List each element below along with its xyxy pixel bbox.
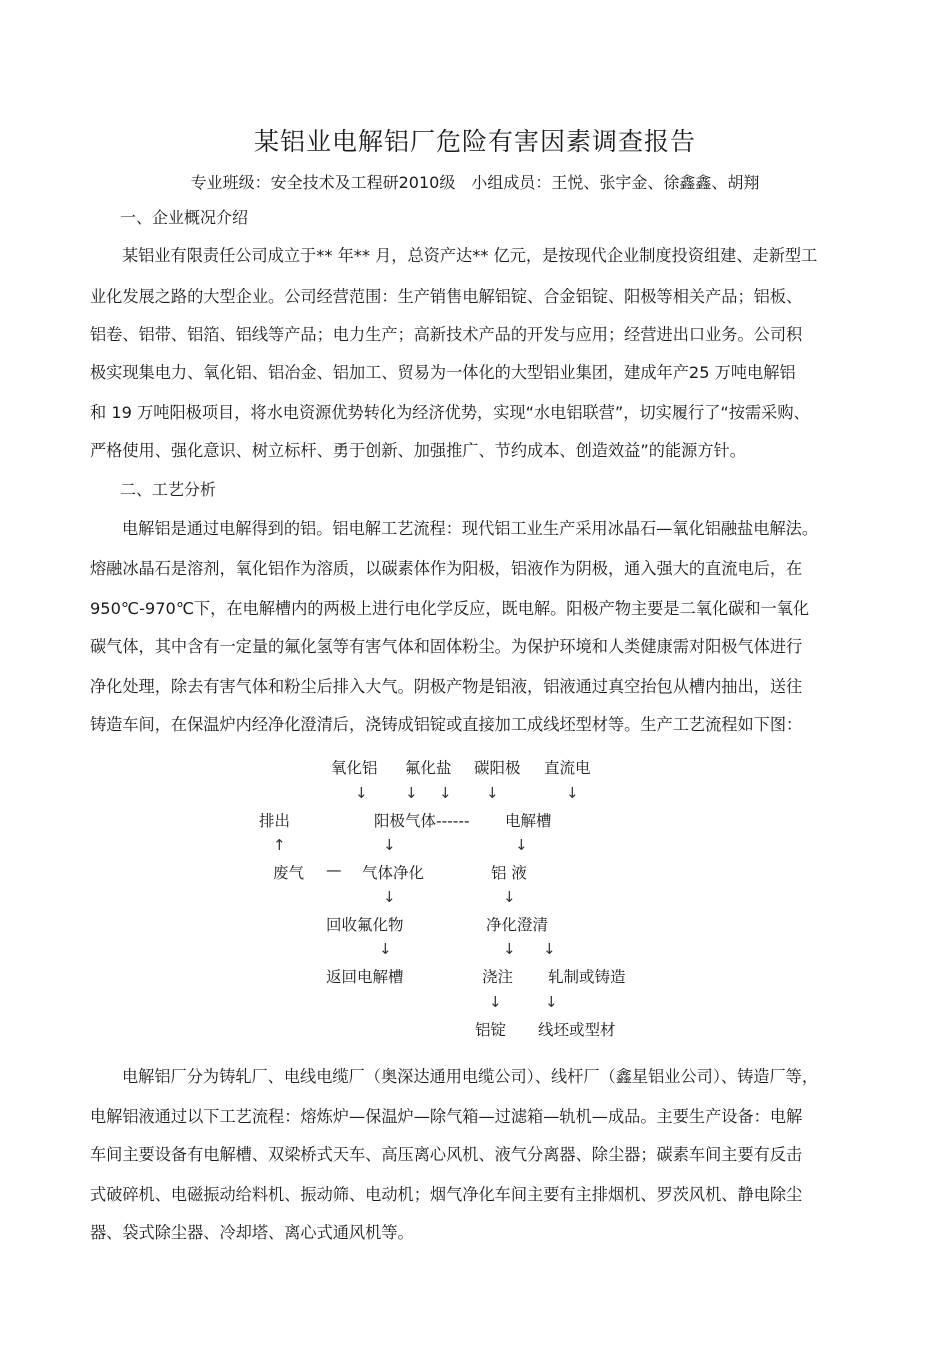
flow-node-liquid-aluminum: 铝 液 — [491, 864, 527, 882]
class-members-line: 专业班级：安全技术及工程研2010级 小组成员：王悦、张宇金、徐鑫鑫、胡翔 — [190, 173, 760, 192]
paragraph-line: 严格使用、强化意识、树立标杆、勇于创新、加强推广、节约成本、创造效益”的能源方针。 — [90, 441, 746, 460]
arrow-down-icon: ↓ — [383, 888, 396, 906]
paragraph-line: 电解铝厂分为铸轧厂、电线电缆厂（奥深达通用电缆公司）、线杆厂（鑫星铝业公司）、铸造厂等， — [122, 1067, 819, 1086]
flow-node-return-cell: 返回电解槽 — [326, 968, 404, 986]
arrow-down-icon: ↓ — [383, 836, 396, 854]
paragraph-line: 业化发展之路的大型企业。公司经营范围：生产销售电解铝锭、合金铝锭、阳极等相关产品；铝板、 — [90, 287, 803, 306]
arrow-down-icon: ↓ — [503, 888, 516, 906]
paragraph-line: 碳气体，其中含有一定量的氟化氢等有害气体和固体粉尘。为保护环境和人类健康需对阳极气体进行 — [90, 637, 803, 656]
flow-node-wire-profile: 线坯或型材 — [538, 1021, 616, 1039]
report-title: 某铝业电解铝厂危险有害因素调查报告 — [253, 127, 696, 156]
flow-node-carbon-anode: 碳阳极 — [474, 759, 521, 777]
flow-node-alumina: 氧化铝 — [331, 759, 378, 777]
paragraph-line: 和 19 万吨阳极项目，将水电资源优势转化为经济优势，实现“水电铝联营”，切实履行了“按需采购、 — [90, 403, 810, 422]
paragraph-line: 式破碎机、电磁振动给料机、振动筛、电动机；烟气净化车间主要有主排烟机、罗茨风机、静电除尘 — [90, 1185, 803, 1204]
arrow-down-icon: ↓ — [543, 940, 556, 958]
section-heading-process: 二、工艺分析 — [120, 480, 217, 499]
paragraph-line: 铸造车间，在保温炉内经净化澄清后，浇铸成铝锭或直接加工成线坯型材等。生产工艺流程如下图： — [90, 715, 803, 734]
flow-connector-dash: — — [326, 861, 342, 879]
arrow-down-icon: ↓ — [379, 940, 392, 958]
arrow-down-icon: ↓ — [355, 784, 368, 802]
flow-node-rolling-casting: 轧制或铸造 — [548, 968, 626, 986]
paragraph-line: 铝卷、铝带、铝箔、铝线等产品；电力生产；高新技术产品的开发与应用；经营进出口业务。公司积 — [90, 325, 803, 344]
flow-node-recover-fluoride: 回收氟化物 — [326, 916, 404, 934]
flow-node-electrolytic-cell: 电解槽 — [505, 812, 552, 830]
flow-node-purify-clarify: 净化澄清 — [486, 916, 549, 934]
arrow-down-icon: ↓ — [515, 836, 528, 854]
flow-node-ingot: 铝锭 — [475, 1021, 507, 1039]
flow-node-waste-gas: 废气 — [273, 864, 305, 882]
arrow-down-icon: ↓ — [566, 784, 579, 802]
paragraph-line: 950℃-970℃下，在电解槽内的两极上进行电化学反应，既电解。阳极产物主要是二氧化碳和一氧化 — [90, 599, 810, 618]
paragraph-line: 净化处理，除去有害气体和粉尘后排入大气。阴极产物是铝液，铝液通过真空抬包从槽内抽出，送往 — [90, 677, 803, 696]
paragraph-line: 熔融冰晶石是溶剂，氧化铝作为溶质，以碳素体作为阳极，铝液作为阴极，通入强大的直流电后，在 — [90, 559, 803, 578]
paragraph-line: 电解铝液通过以下工艺流程：熔炼炉—保温炉—除气箱—过滤箱—轨机—成品。主要生产设备：电解 — [90, 1107, 803, 1126]
paragraph-line: 器、袋式除尘器、冷却塔、离心式通风机等。 — [90, 1223, 414, 1242]
flow-node-exhaust: 排出 — [259, 812, 291, 830]
flow-node-casting: 浇注 — [482, 968, 514, 986]
flow-node-dc-power: 直流电 — [544, 759, 591, 777]
arrow-up-icon: ↑ — [273, 836, 286, 854]
arrow-down-icon: ↓ — [545, 993, 558, 1011]
arrow-down-icon: ↓ — [486, 784, 499, 802]
arrow-down-icon: ↓ — [503, 940, 516, 958]
flow-node-fluoride-salt: 氟化盐 — [405, 759, 452, 777]
flow-node-anode-gas: 阳极气体------ — [374, 812, 470, 830]
section-heading-overview: 一、企业概况介绍 — [120, 208, 249, 227]
arrow-down-icon: ↓ — [405, 784, 418, 802]
flow-node-gas-purification: 气体净化 — [362, 864, 425, 882]
paragraph-line: 电解铝是通过电解得到的铝。铝电解工艺流程：现代铝工业生产采用冰晶石—氧化铝融盐电解法。 — [122, 519, 819, 538]
paragraph-line: 车间主要设备有电解槽、双梁桥式天车、高压离心风机、液气分离器、除尘器；碳素车间主要有反击 — [90, 1145, 803, 1164]
paragraph-line: 极实现集电力、氧化铝、铝冶金、铝加工、贸易为一体化的大型铝业集团，建成年产25 万吨电解铝 — [90, 363, 796, 382]
arrow-down-icon: ↓ — [489, 993, 502, 1011]
arrow-down-icon: ↓ — [439, 784, 452, 802]
paragraph-line: 某铝业有限责任公司成立于** 年** 月，总资产达** 亿元，是按现代企业制度投资组建、走新型工 — [122, 246, 818, 265]
